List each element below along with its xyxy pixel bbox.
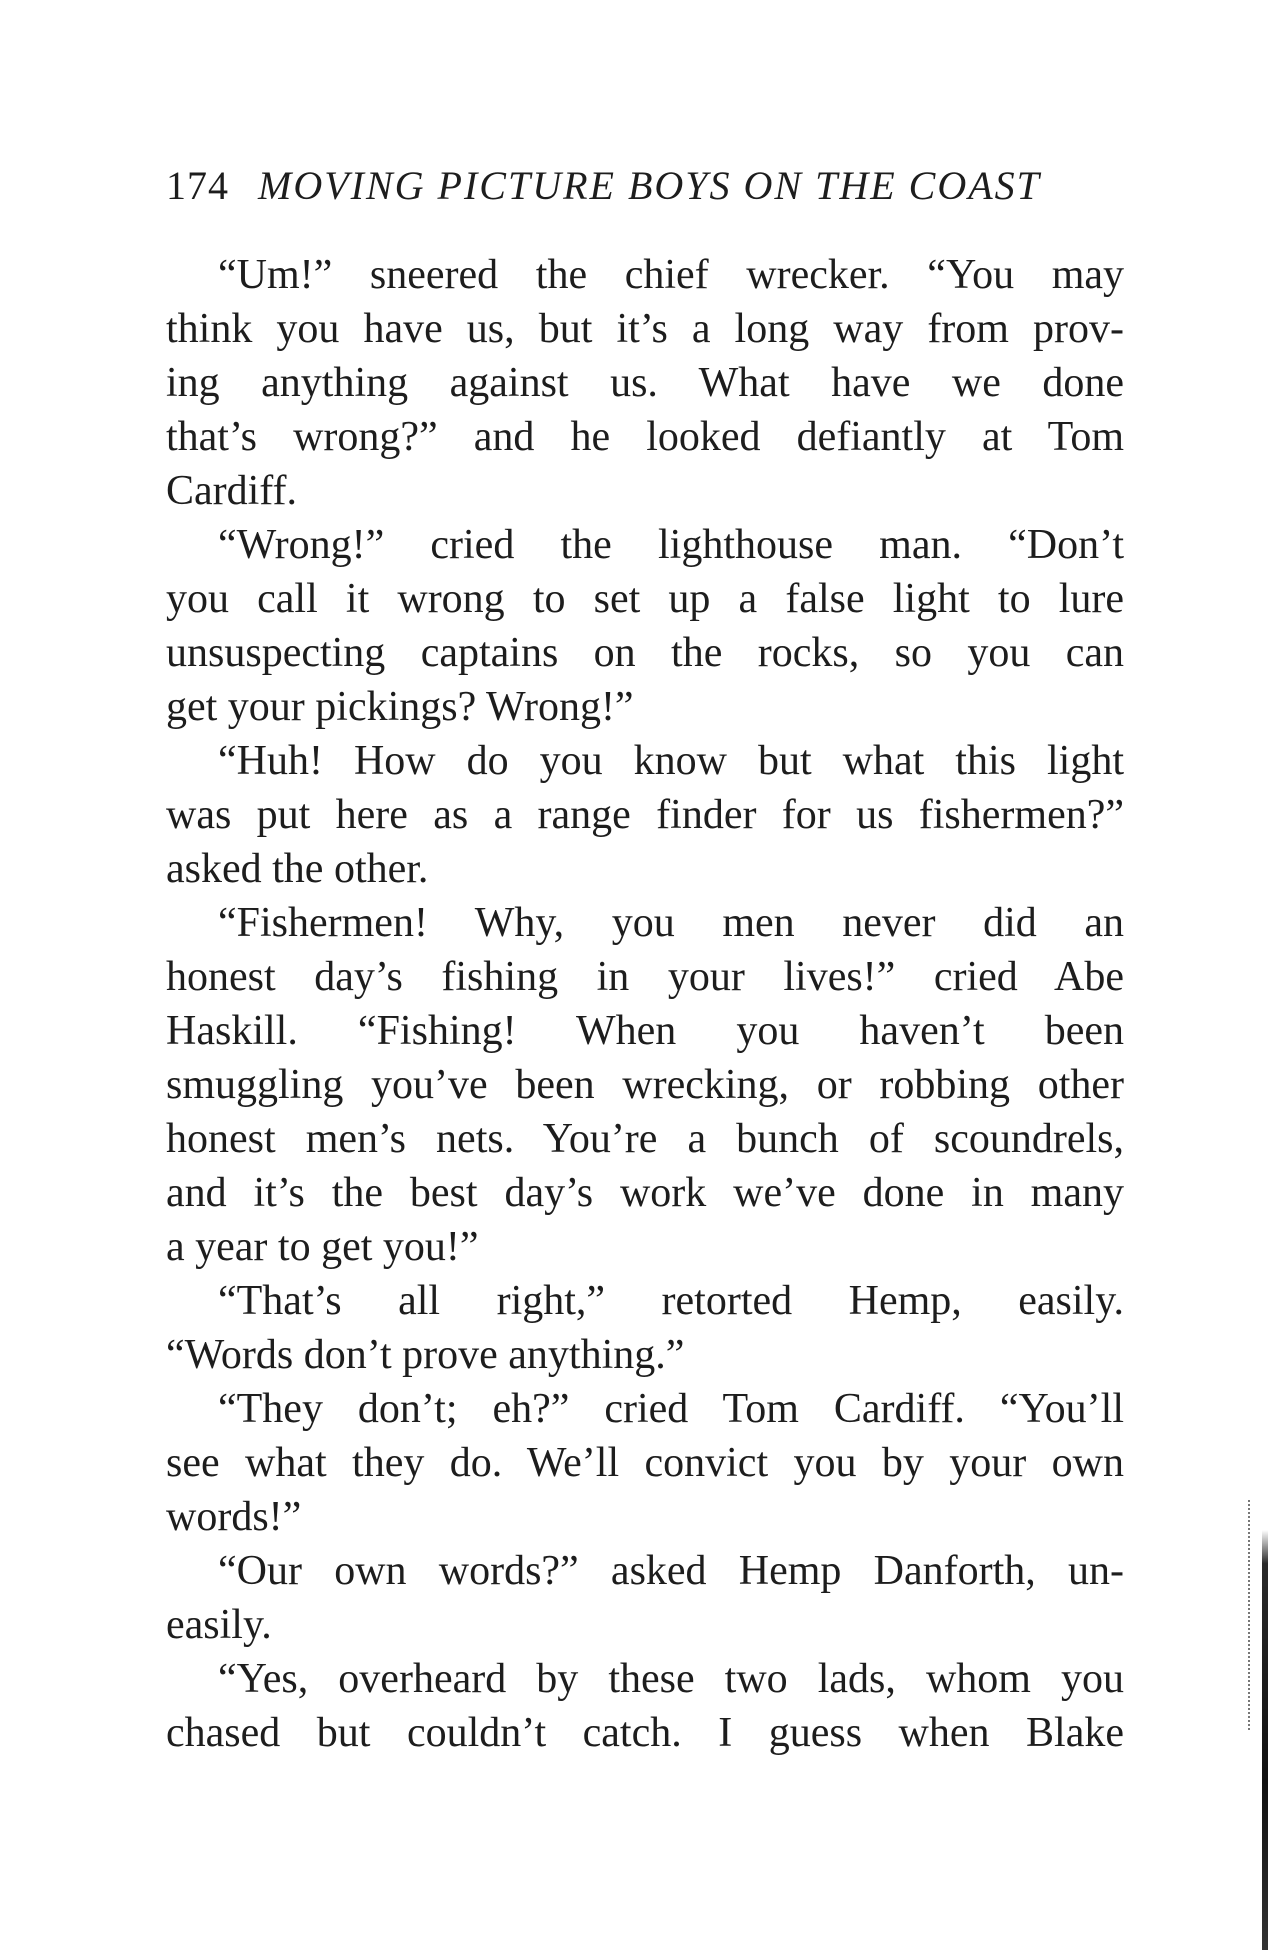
text-line: “Wrong!” cried the lighthouse man. “Don’t	[218, 522, 1124, 568]
text-line: “They don’t; eh?” cried Tom Cardiff. “You’ll	[218, 1386, 1124, 1432]
text-line: you call it wrong to set up a false light to lure	[166, 576, 1124, 622]
text-line: “Um!” sneered the chief wrecker. “You may	[218, 252, 1124, 298]
text-line: ing anything against us. What have we done	[166, 360, 1124, 406]
text-line: honest day’s fishing in your lives!” cried Abe	[166, 954, 1124, 1000]
text-line: get your pickings? Wrong!”	[166, 684, 634, 730]
text-line: words!”	[166, 1494, 302, 1540]
text-line: see what they do. We’ll convict you by your own	[166, 1440, 1124, 1486]
text-line: that’s wrong?” and he looked defiantly at Tom	[166, 414, 1124, 460]
text-line: “Yes, overheard by these two lads, whom you	[218, 1656, 1124, 1702]
page-number: 174	[166, 163, 229, 208]
body-text	[166, 248, 1124, 1760]
text-line: “Huh! How do you know but what this light	[218, 738, 1124, 784]
text-line: think you have us, but it’s a long way from prov-	[166, 306, 1124, 352]
text-line: chased but couldn’t catch. I guess when Blake	[166, 1710, 1124, 1756]
gutter-dots	[1248, 1500, 1253, 1730]
text-line: honest men’s nets. You’re a bunch of scoundrels,	[166, 1116, 1124, 1162]
text-line: “Fishermen! Why, you men never did an	[218, 900, 1124, 946]
text-line: was put here as a range finder for us fishermen?”	[166, 792, 1124, 838]
text-line: “Words don’t prove anything.”	[166, 1332, 685, 1378]
text-line: “That’s all right,” retorted Hemp, easily.	[218, 1278, 1124, 1324]
text-line: smuggling you’ve been wrecking, or robbing other	[166, 1062, 1124, 1108]
page-edge-shadow	[1262, 1530, 1268, 1950]
text-line: asked the other.	[166, 846, 429, 892]
text-line: easily.	[166, 1602, 272, 1648]
text-line: and it’s the best day’s work we’ve done in many	[166, 1170, 1124, 1216]
text-line: unsuspecting captains on the rocks, so you can	[166, 630, 1124, 676]
text-line: “Our own words?” asked Hemp Danforth, un-	[218, 1548, 1124, 1594]
text-line: a year to get you!”	[166, 1224, 479, 1270]
text-line: Cardiff.	[166, 468, 298, 514]
running-head: MOVING PICTURE BOYS ON THE COAST	[258, 163, 1041, 208]
text-line: Haskill. “Fishing! When you haven’t been	[166, 1008, 1124, 1054]
page-header	[166, 162, 1126, 210]
